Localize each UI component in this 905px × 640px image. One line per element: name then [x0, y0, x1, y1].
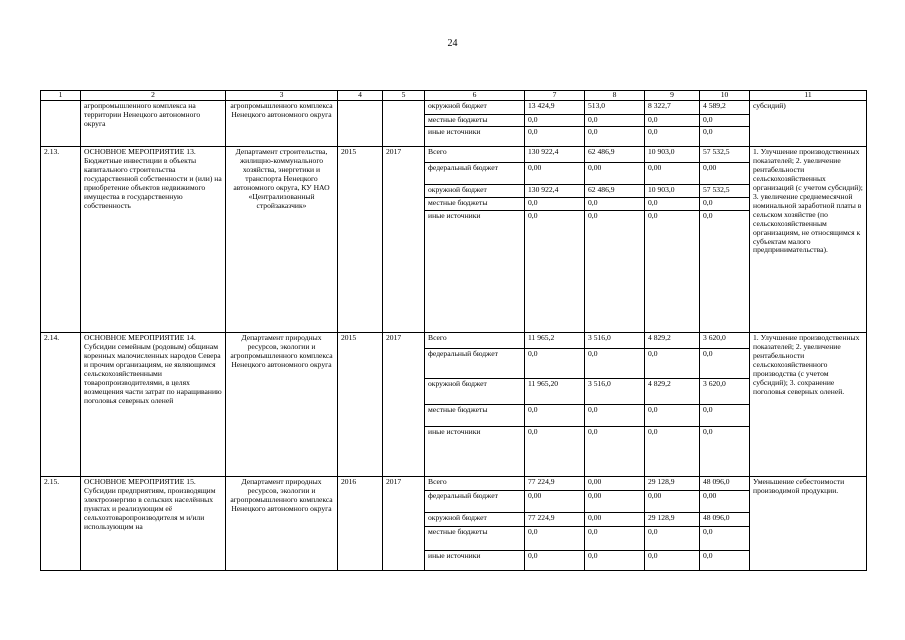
- value-cell: 29 128,9: [645, 513, 700, 527]
- value-cell: 62 486,9: [585, 185, 645, 198]
- measure-description: ОСНОВНОЕ МЕРОПРИЯТИЕ 14. Субсидии семейным (родовым) общинам коренных малочисленных народов Севера и прочим организациям, не являющимся сельскохозяйственными товаропроизводителями, в целях возмещения части затрат по наращиванию поголовья северных оленей: [81, 333, 226, 477]
- col-header: 8: [585, 91, 645, 101]
- measure-executor: Департамент природных ресурсов, экологии и агропромышленного комплекса Ненецкого автономного округа: [226, 333, 338, 477]
- expected-result: 1. Улучшение производственных показателей; 2. увеличение рентабельности сельскохозяйственного производства (с учетом субсидий); 3. сохранение поголовья северных оленей.: [750, 333, 867, 477]
- funding-source: окружной бюджет: [425, 101, 525, 115]
- value-cell: 29 128,9: [645, 477, 700, 491]
- value-cell: 57 532,5: [700, 147, 750, 163]
- value-cell: 3 620,0: [700, 379, 750, 405]
- funding-source: иные источники: [425, 427, 525, 477]
- value-cell: 0,0: [700, 127, 750, 147]
- funding-source: местные бюджеты: [425, 198, 525, 211]
- value-cell: 0,0: [700, 198, 750, 211]
- funding-source: Всего: [425, 333, 525, 349]
- value-cell: 0,0: [645, 349, 700, 379]
- value-cell: 0,0: [700, 427, 750, 477]
- value-cell: 0,0: [525, 198, 585, 211]
- year-start: 2015: [338, 147, 383, 333]
- value-cell: 0,0: [585, 551, 645, 571]
- value-cell: 0,0: [585, 527, 645, 551]
- value-cell: 3 516,0: [585, 333, 645, 349]
- value-cell: 0,0: [700, 551, 750, 571]
- value-cell: 0,0: [700, 405, 750, 427]
- funding-source: федеральный бюджет: [425, 163, 525, 185]
- value-cell: 0,0: [645, 551, 700, 571]
- funding-source: Всего: [425, 147, 525, 163]
- value-cell: 0,00: [525, 163, 585, 185]
- value-cell: 0,00: [700, 491, 750, 513]
- year-end: 2017: [383, 147, 425, 333]
- funding-source: федеральный бюджет: [425, 491, 525, 513]
- value-cell: 0,00: [525, 491, 585, 513]
- value-cell: 0,00: [585, 477, 645, 491]
- value-cell: 0,0: [585, 349, 645, 379]
- measure-description: ОСНОВНОЕ МЕРОПРИЯТИЕ 13. Бюджетные инвестиции в объекты капитального строительства государственной собственности и (или) на приобретение объектов недвижимого имущества в государственную собственность: [81, 147, 226, 333]
- col-header: 10: [700, 91, 750, 101]
- measure-executor: Департамент строительства, жилищно-коммунального хозяйства, энергетики и транспорта Ненецкого автономного округа, КУ НАО «Централизованный стройзаказчик»: [226, 147, 338, 333]
- value-cell: 0,0: [700, 211, 750, 333]
- value-cell: 0,00: [700, 163, 750, 185]
- value-cell: 0,00: [645, 491, 700, 513]
- value-cell: 0,0: [585, 405, 645, 427]
- col-header: 6: [425, 91, 525, 101]
- table-row: [41, 101, 867, 115]
- expected-result: субсидий): [750, 101, 867, 147]
- value-cell: 48 096,0: [700, 513, 750, 527]
- value-cell: 0,0: [585, 127, 645, 147]
- value-cell: 48 096,0: [700, 477, 750, 491]
- funding-source: местные бюджеты: [425, 115, 525, 127]
- value-cell: 10 903,0: [645, 185, 700, 198]
- value-cell: 0,0: [525, 427, 585, 477]
- value-cell: 0,00: [585, 163, 645, 185]
- value-cell: 0,0: [645, 527, 700, 551]
- funding-source: иные источники: [425, 551, 525, 571]
- expected-result: Уменьшение себестоимости производимой продукции.: [750, 477, 867, 571]
- value-cell: 0,0: [700, 349, 750, 379]
- value-cell: 0,0: [700, 115, 750, 127]
- funding-source: федеральный бюджет: [425, 349, 525, 379]
- value-cell: 0,0: [645, 211, 700, 333]
- value-cell: 0,0: [645, 427, 700, 477]
- value-cell: 0,0: [645, 127, 700, 147]
- funding-source: местные бюджеты: [425, 527, 525, 551]
- funding-source: окружной бюджет: [425, 379, 525, 405]
- value-cell: 62 486,9: [585, 147, 645, 163]
- value-cell: 57 532,5: [700, 185, 750, 198]
- year-start: 2016: [338, 477, 383, 571]
- funding-source: Всего: [425, 477, 525, 491]
- table-row: [41, 333, 867, 349]
- funding-source: окружной бюджет: [425, 513, 525, 527]
- value-cell: 4 829,2: [645, 379, 700, 405]
- value-cell: 0,0: [585, 211, 645, 333]
- year-end: 2017: [383, 477, 425, 571]
- measure-number: [41, 101, 81, 147]
- measure-description: ОСНОВНОЕ МЕРОПРИЯТИЕ 15. Субсидии предприятиям, производящим электроэнергию в сельских населённых пунктах и реализующим её сельхозтоваропроизводителя м и/или использующим на: [81, 477, 226, 571]
- col-header: 11: [750, 91, 867, 101]
- col-header: 9: [645, 91, 700, 101]
- value-cell: 0,0: [525, 211, 585, 333]
- funding-source: иные источники: [425, 211, 525, 333]
- measure-number: 2.15.: [41, 477, 81, 571]
- year-start: 2015: [338, 333, 383, 477]
- value-cell: 0,0: [585, 115, 645, 127]
- year-end: 2017: [383, 333, 425, 477]
- value-cell: 0,0: [585, 198, 645, 211]
- value-cell: 11 965,2: [525, 333, 585, 349]
- value-cell: 130 922,4: [525, 147, 585, 163]
- measure-number: 2.13.: [41, 147, 81, 333]
- value-cell: 0,0: [645, 198, 700, 211]
- year-end: [383, 101, 425, 147]
- measure-number: 2.14.: [41, 333, 81, 477]
- expected-result: 1. Улучшение производственных показателей; 2. увеличение рентабельности сельскохозяйственных организаций (с учетом субсидий); 3. увеличение среднемесячной номинальной заработной платы в сельском хозяйстве (по сельскохозяйственным организациям, не относящимся к субъектам малого предпринимательства).: [750, 147, 867, 333]
- value-cell: 4 589,2: [700, 101, 750, 115]
- value-cell: 10 903,0: [645, 147, 700, 163]
- value-cell: 513,0: [585, 101, 645, 115]
- measure-executor: агропромышленного комплекса Ненецкого автономного округа: [226, 101, 338, 147]
- col-header: 5: [383, 91, 425, 101]
- value-cell: 0,0: [525, 349, 585, 379]
- value-cell: 0,0: [700, 527, 750, 551]
- col-header: 3: [226, 91, 338, 101]
- value-cell: 0,00: [585, 513, 645, 527]
- table-row: [41, 477, 867, 491]
- value-cell: 77 224,9: [525, 513, 585, 527]
- value-cell: 0,0: [525, 127, 585, 147]
- measure-executor: Департамент природных ресурсов, экологии и агропромышленного комплекса Ненецкого автономного округа: [226, 477, 338, 571]
- value-cell: 130 922,4: [525, 185, 585, 198]
- funding-source: окружной бюджет: [425, 185, 525, 198]
- value-cell: 77 224,9: [525, 477, 585, 491]
- measure-description: агропромышленного комплекса на территории Ненецкого автономного округа: [81, 101, 226, 147]
- col-header: 4: [338, 91, 383, 101]
- value-cell: 3 516,0: [585, 379, 645, 405]
- value-cell: 0,0: [645, 405, 700, 427]
- value-cell: 3 620,0: [700, 333, 750, 349]
- value-cell: 0,00: [585, 491, 645, 513]
- table-row: [41, 147, 867, 163]
- header-row: [41, 91, 867, 101]
- funding-source: иные источники: [425, 127, 525, 147]
- year-start: [338, 101, 383, 147]
- value-cell: 11 965,20: [525, 379, 585, 405]
- value-cell: 8 322,7: [645, 101, 700, 115]
- value-cell: 0,0: [645, 115, 700, 127]
- value-cell: 0,0: [525, 551, 585, 571]
- col-header: 7: [525, 91, 585, 101]
- value-cell: 0,0: [525, 405, 585, 427]
- page-number: 24: [447, 38, 458, 49]
- value-cell: 4 829,2: [645, 333, 700, 349]
- value-cell: 0,0: [525, 115, 585, 127]
- col-header: 1: [41, 91, 81, 101]
- value-cell: 0,00: [645, 163, 700, 185]
- col-header: 2: [81, 91, 226, 101]
- funding-source: местные бюджеты: [425, 405, 525, 427]
- program-table: [40, 90, 867, 571]
- value-cell: 13 424,9: [525, 101, 585, 115]
- value-cell: 0,0: [585, 427, 645, 477]
- value-cell: 0,0: [525, 527, 585, 551]
